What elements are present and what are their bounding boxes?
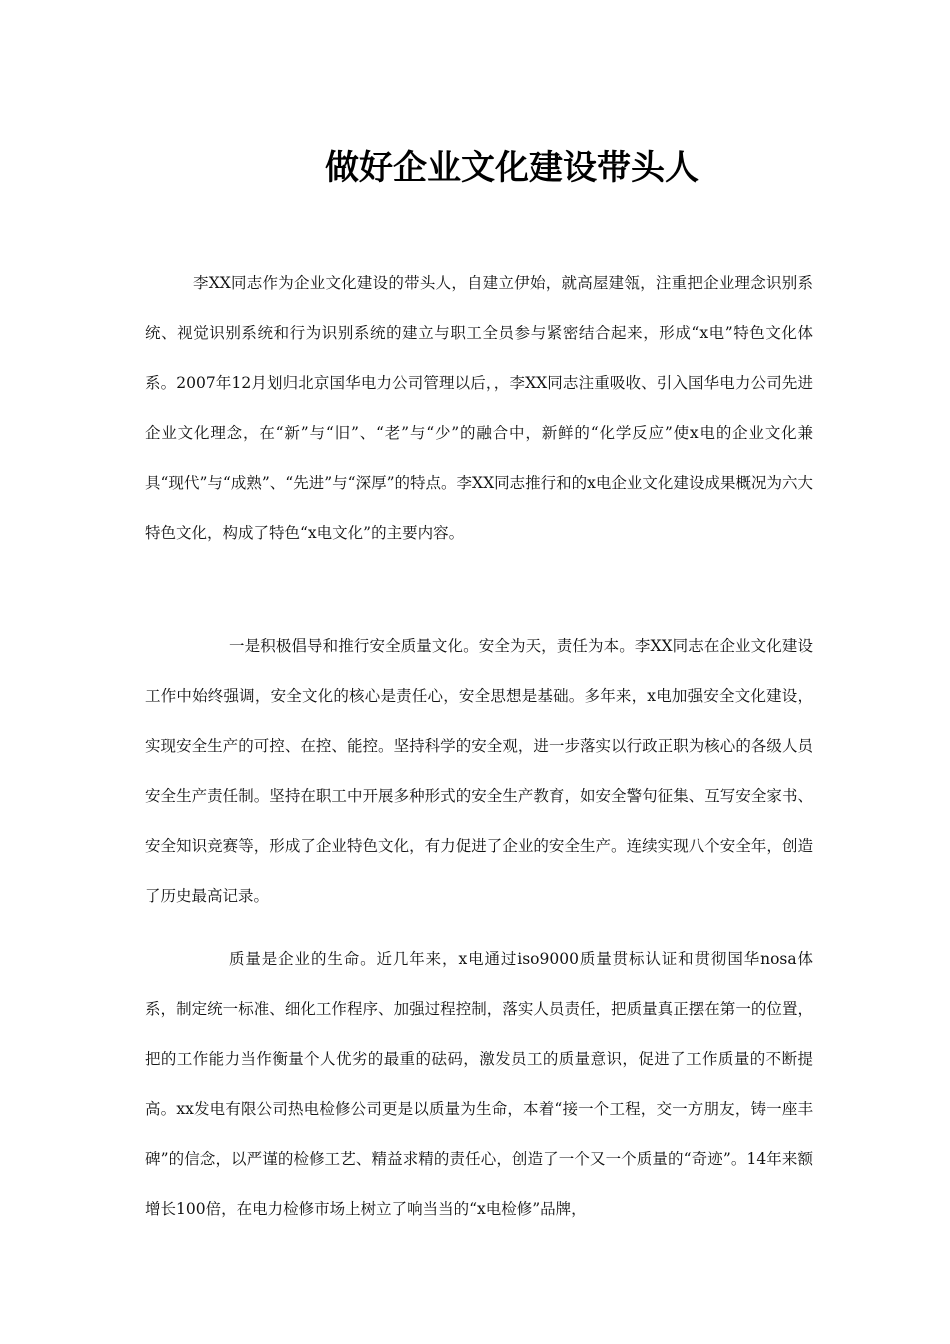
document-title: 做好企业文化建设带头人 bbox=[325, 148, 699, 188]
paragraph-1: 李XX同志作为企业文化建设的带头人，自建立伊始，就高屋建瓴，注重把企业理念识别系统、视觉识别系统和行为识别系统的建立与职工全员参与紧密结合起来，形成“x电”特色文化体系。2007年12月划归北京国华电力公司管理以后，，李XX同志注重吸收、引入国华电力公司先进企业文化理念，在“新”与“旧”、“老”与“少”的融合中，新鲜的“化学反应”使x电的企业文化兼具“现代”与“成熟”、“先进”与“深厚”的特点。李XX同志推行和的x电企业文化建设成果概况为六大特色文化，构成了特色“x电文化”的主要内容。 bbox=[145, 274, 813, 542]
paragraph-3: 质量是企业的生命。近几年来，x电通过iso9000质量贯标认证和贯彻国华nosa体系，制定统一标准、细化工作程序、加强过程控制，落实人员责任，把质量真正摆在第一的位置，把的工作能力当作衡量个人优劣的最重的砝码，激发员工的质量意识，促进了工作质量的不断提高。xx发电有限公司热电检修公司更是以质量为生命，本着“接一个工程，交一方朋友，铸一座丰碑”的信念，以严谨的检修工艺、精益求精的责任心，创造了一个又一个质量的“奇迹”。14年来额增长100倍，在电力检修市场上树立了响当当的“x电检修”品牌， bbox=[145, 950, 813, 1218]
paragraph-2: 一是积极倡导和推行安全质量文化。安全为天，责任为本。李XX同志在企业文化建设工作中始终强调，安全文化的核心是责任心，安全思想是基础。多年来，x电加强安全文化建设，实现安全生产的可控、在控、能控。坚持科学的安全观，进一步落实以行政正职为核心的各级人员安全生产责任制。坚持在职工中开展多种形式的安全生产教育，如安全警句征集、互写安全家书、安全知识竞赛等，形成了企业特色文化，有力促进了企业的安全生产。连续实现八个安全年，创造了历史最高记录。 bbox=[145, 637, 813, 905]
